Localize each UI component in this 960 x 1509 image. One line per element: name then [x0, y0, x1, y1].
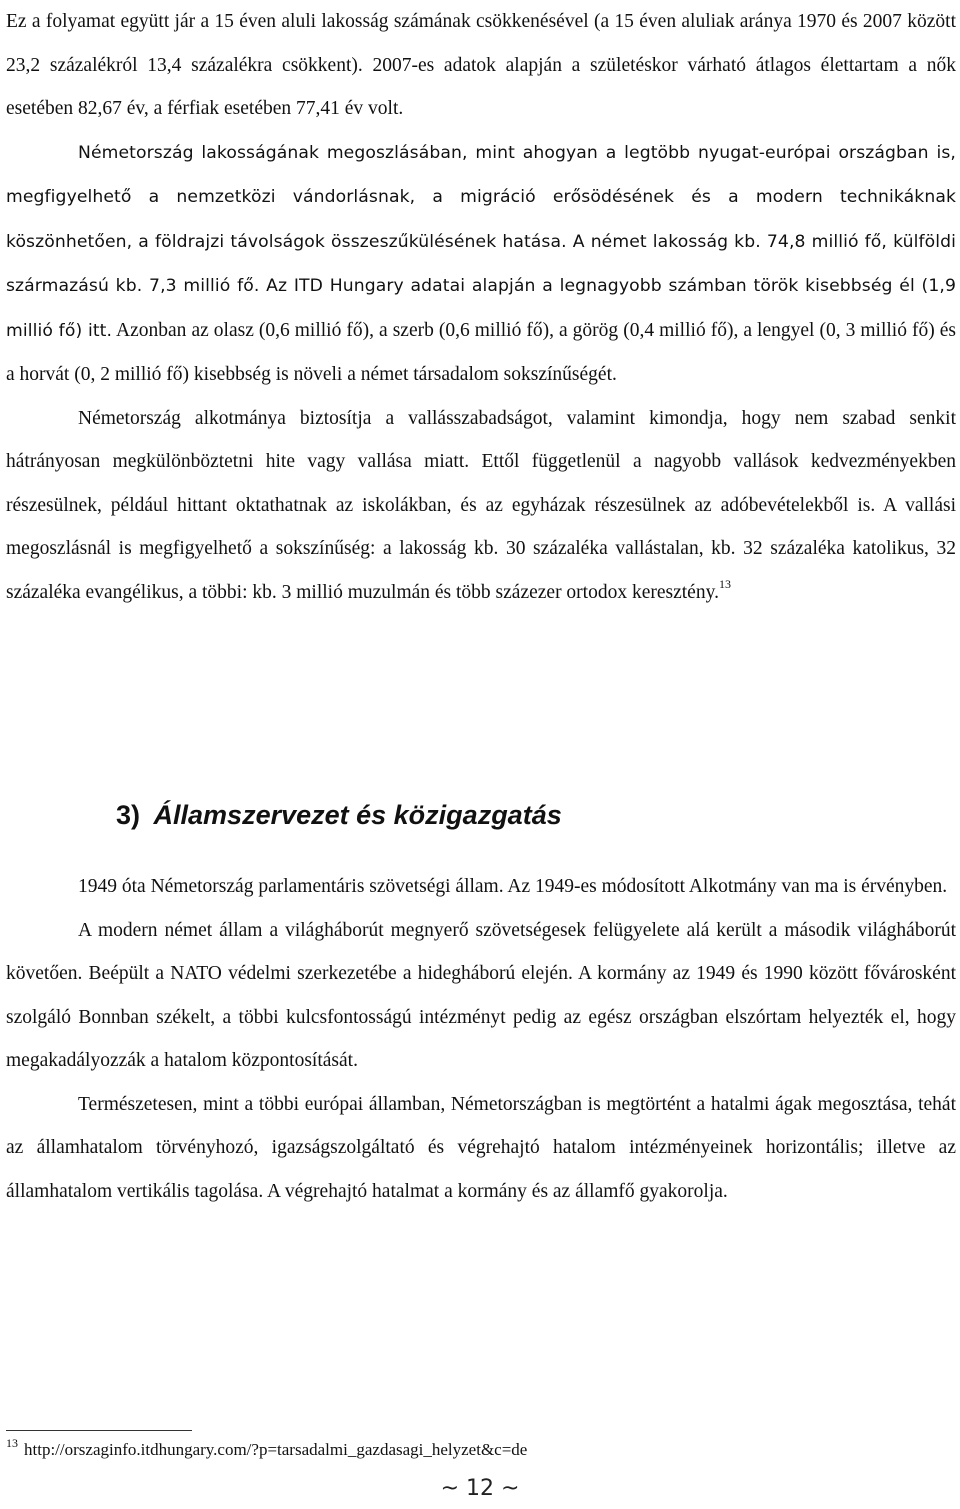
- section-heading-title: Államszervezet és közigazgatás: [153, 800, 562, 830]
- paragraph-separation-of-powers: Természetesen, mint a többi európai államban, Németországban is megtörtént a hatalmi ágak megosztása, tehát az államhatalom törvényhozó, igazságszolgáltató és végrehajtó hatalom intézményeinek horizontális; illetve az államhatalom vertikális tagolása. A végrehajtó hatalmat a kormány és az államfő gyakorolja.: [6, 1093, 956, 1202]
- footnote-reference[interactable]: 13: [718, 576, 731, 591]
- section-heading-number: 3): [116, 800, 141, 830]
- paragraph-religion-text: Németország alkotmánya biztosítja a vallásszabadságot, valamint kimondja, hogy nem szabad senkit hátrányosan megkülönböztetni hite vagy vallása miatt. Ettől függetlenül a nagyobb vallások kedvezményekben részesülnek, például hittant oktathatnak az iskolákban, és az egyházak részesülnek az adóbevételekből is. A vallási megoszlásnál is megfigyelhető a sokszínűség: a lakosság kb. 30 százaléka vallástalan, kb. 32 százaléka katolikus, 32 százaléka evangélikus, a többi: kb. 3 millió muzulmán és több százezer ortodox keresztény.: [6, 407, 956, 603]
- footnote-mark: 13: [6, 1436, 18, 1450]
- footnote-link[interactable]: http://orszaginfo.itdhungary.com/?p=tarsadalmi_gazdasagi_helyzet&c=de: [24, 1440, 528, 1459]
- paragraph-religion: [6, 397, 956, 615]
- paragraph-migration: [6, 131, 956, 397]
- paragraph-federal-state: 1949 óta Németország parlamentáris szövetségi állam. Az 1949-es módosított Alkotmány van ma is érvényben.: [78, 876, 948, 897]
- section-state-organisation: [6, 865, 956, 1213]
- section-heading: [116, 800, 562, 831]
- section-population: [6, 0, 956, 614]
- paragraph-migration-sans-text: Németország lakosságának megoszlásában, mint ahogyan a legtöbb nyugat-európai országban is, megfigyelhető a nemzetközi vándorlásnak, a migráció erősödésének és a modern technikáknak köszönhetően, a földrajzi távolságok összeszűkülésének hatása. A német lakosság kb. 74,8 millió fő, külföldi származású kb. 7,3 millió fő. Az ITD Hungary adatai alapján a legnagyobb számban török kisebbség él (1,9 millió fő) itt.: [6, 142, 956, 341]
- footnote-divider: [6, 1430, 192, 1431]
- paragraph-migration-serif-text: Azonban az olasz (0,6 millió fő), a szerb (0,6 millió fő), a görög (0,4 millió fő), a lengyel (0, 3 millió fő) és a horvát (0, 2 millió fő) kisebbség is növeli a német társadalom sokszínűségét.: [6, 319, 956, 385]
- paragraph-modern-state: A modern német állam a világháborút megnyerő szövetségesek felügyelete alá került a második világháborút követően. Beépült a NATO védelmi szerkezetébe a hidegháború elején. A kormány az 1949 és 1990 között fővárosként szolgáló Bonnban székelt, a többi kulcsfontosságú intézményt pedig az egész országban elszórtam helyezték el, hogy megakadályozzák a hatalom központosítását.: [6, 919, 956, 1071]
- page-number: ~ 12 ~: [440, 1476, 520, 1501]
- footnote: [6, 1438, 527, 1462]
- paragraph-age-structure: Ez a folyamat együtt jár a 15 éven aluli lakosság számának csökkenésével (a 15 éven aluliak aránya 1970 és 2007 között 23,2 százalékról 13,4 százalékra csökkent). 2007-es adatok alapján a születéskor várható átlagos élettartam a nők esetében 82,67 év, a férfiak esetében 77,41 év volt.: [6, 11, 956, 119]
